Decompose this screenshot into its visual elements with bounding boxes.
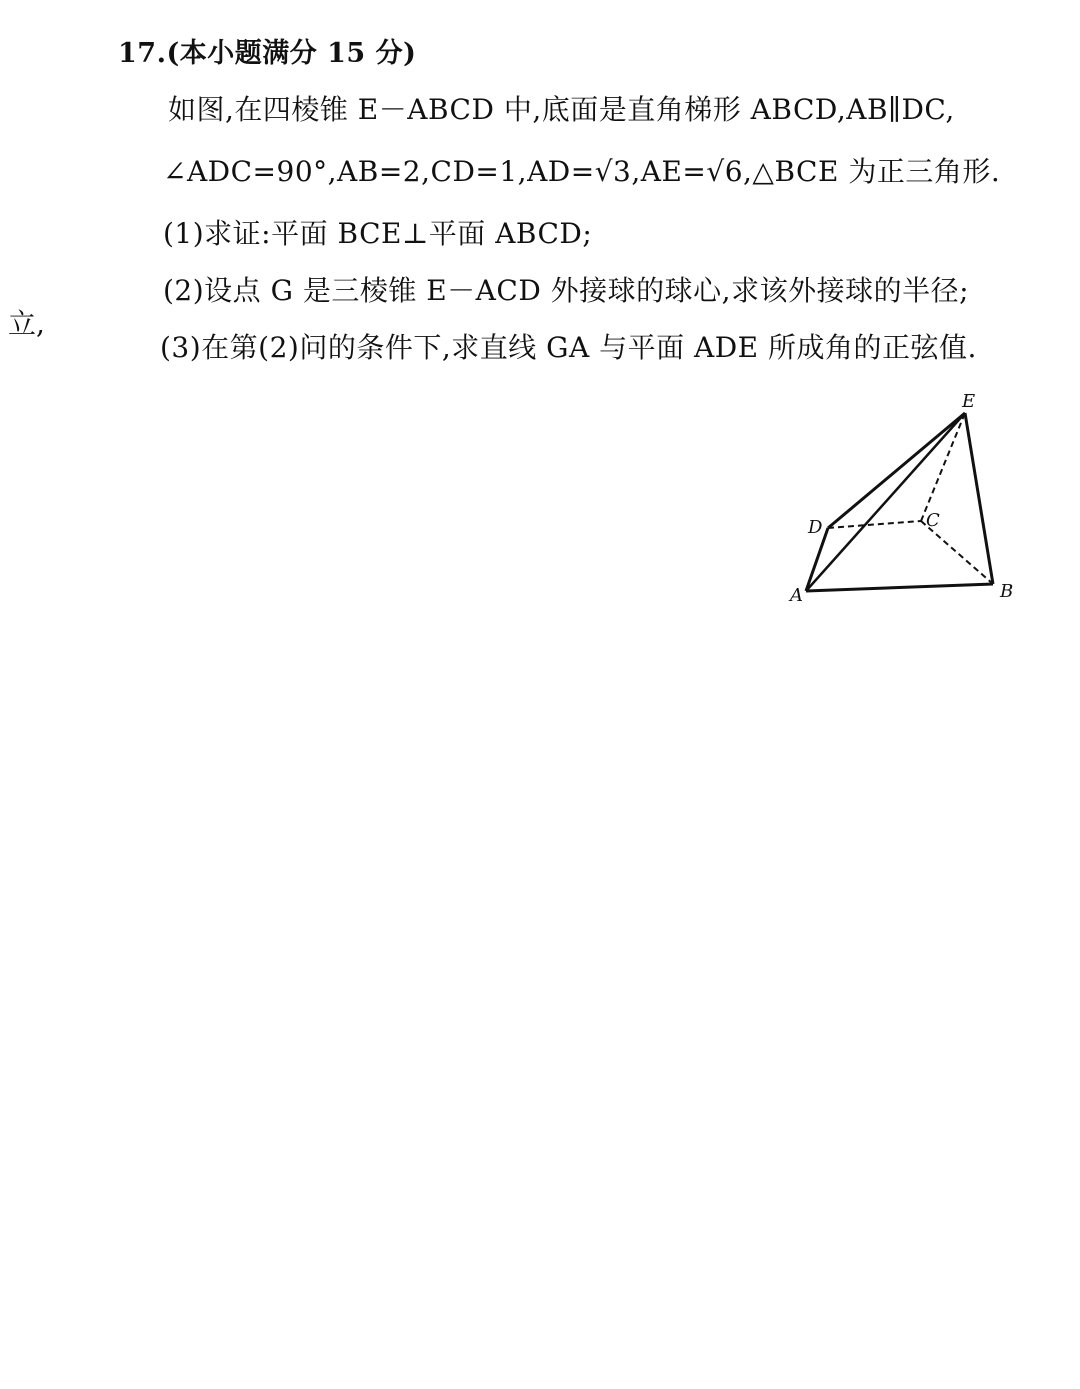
problem-part-1: (1)求证:平面 BCE⊥平面 ABCD; xyxy=(163,217,593,250)
problem-intro-line-1: 如图,在四棱锥 E－ABCD 中,底面是直角梯形 ABCD,AB∥DC, xyxy=(168,93,955,126)
edge-ae xyxy=(806,413,965,591)
problem-part-2: (2)设点 G 是三棱锥 E－ACD 外接球的球心,求该外接球的半径; xyxy=(163,274,970,307)
problem-header: 17.(本小题满分 15 分) xyxy=(118,38,417,69)
problem-intro-line-2: ∠ADC=90°,AB=2,CD=1,AD=√3,AE=√6,△BCE 为正三角形. xyxy=(163,155,1001,188)
vertex-label-e: E xyxy=(962,391,976,412)
edge-be xyxy=(965,413,993,584)
vertex-label-c: C xyxy=(926,510,940,531)
pyramid-figure xyxy=(780,380,1030,610)
problem-part-3: (3)在第(2)问的条件下,求直线 GA 与平面 ADE 所成角的正弦值. xyxy=(160,331,977,364)
edge-ab xyxy=(806,584,993,591)
edge-dc-hidden xyxy=(828,521,921,528)
margin-fragment: 立, xyxy=(8,307,45,340)
vertex-label-a: A xyxy=(790,585,803,606)
edge-de xyxy=(828,413,965,528)
vertex-label-d: D xyxy=(808,517,823,538)
edge-ce-hidden xyxy=(921,413,965,521)
vertex-label-b: B xyxy=(1000,581,1014,602)
